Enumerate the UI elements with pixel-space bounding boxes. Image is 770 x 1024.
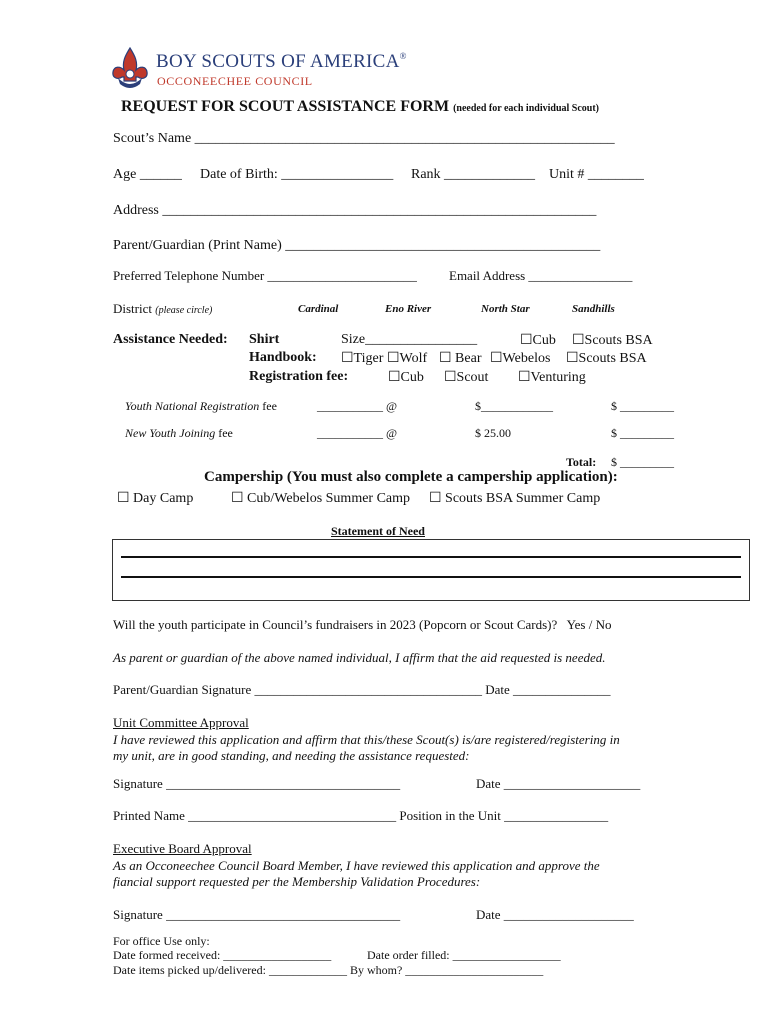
handbook-webelos-checkbox[interactable]: ☐Webelos [490,351,551,366]
fees-total-field[interactable]: $ _________ [611,455,674,469]
phone-field[interactable]: Preferred Telephone Number _______________________ [113,268,417,283]
fee-row-label: Youth National Registration fee [125,399,277,413]
handbook-tiger-checkbox[interactable]: ☐Tiger [341,351,384,366]
assistance-label: Assistance Needed: [113,332,228,347]
fee-row-price[interactable]: $____________ [475,399,553,413]
bsa-logo [110,46,150,96]
exec-signature-field[interactable]: Signature ____________________________________ [113,907,401,922]
district-eno-river[interactable]: Eno River [385,303,432,315]
fees-total-label: Total: [566,455,597,469]
unit-committee-text: I have reviewed this application and affirm that this/these Scout(s) is/are registered/registering in [113,732,620,747]
reg-scout-checkbox[interactable]: ☐Scout [444,370,489,385]
exec-board-heading: Executive Board Approval [113,841,252,856]
cub-summer-camp-checkbox[interactable]: ☐ Cub/Webelos Summer Camp [231,491,411,506]
guardian-name-field[interactable]: Parent/Guardian (Print Name) _____________________________________________ [113,238,601,253]
email-field[interactable]: Email Address ________________ [449,268,633,283]
office-picked-field[interactable]: Date items picked up/delivered: _____________ By whom? _______________________ [113,963,544,977]
shirt-scouts-bsa-checkbox[interactable]: ☐Scouts BSA [572,333,653,348]
office-filled-field[interactable]: Date order filled: __________________ [367,948,561,962]
shirt-cub-checkbox[interactable]: ☐Cub [520,333,556,348]
district-hint: (please circle) [155,305,213,316]
unit-date-field[interactable]: Date _____________________ [476,776,641,791]
form-title: REQUEST FOR SCOUT ASSISTANCE FORM (needed for each individual Scout) [121,98,600,115]
fee-row-qty[interactable]: ___________ @ [317,426,398,440]
fundraiser-yes-no[interactable]: Yes / No [566,617,612,632]
reg-cub-checkbox[interactable]: ☐Cub [388,370,424,385]
reg-fee-label: Registration fee: [249,369,349,384]
handbook-label: Handbook: [249,350,317,365]
fleur-de-lis-icon [110,46,150,96]
district-cardinal[interactable]: Cardinal [298,303,339,315]
exec-board-text: fiancial support requested per the Membership Validation Procedures: [113,874,481,889]
address-field[interactable]: Address ______________________________________________________________ [113,203,597,218]
office-heading: For office Use only: [113,934,210,948]
district-sandhills[interactable]: Sandhills [572,303,615,315]
guardian-signature-field[interactable]: Parent/Guardian Signature ___________________________________ Date _______________ [113,682,611,697]
need-line [121,576,741,578]
need-heading: Statement of Need [331,524,425,538]
statement-of-need-box[interactable] [112,539,750,601]
unit-committee-text: my unit, are in good standing, and needing the assistance requested: [113,748,470,763]
need-line [121,556,741,558]
day-camp-checkbox[interactable]: ☐ Day Camp [117,491,194,506]
exec-board-text: As an Occoneechee Council Board Member, I have reviewed this application and approve the [113,858,600,873]
fee-row-total[interactable]: $ _________ [611,399,674,413]
fee-row-total[interactable]: $ _________ [611,426,674,440]
unit-printed-name-field[interactable]: Printed Name ________________________________ Position in the Unit ________________ [113,808,609,823]
campership-heading: Campership (You must also complete a campership application): [204,469,618,485]
shirt-label: Shirt [249,332,280,347]
handbook-bear-checkbox[interactable]: ☐ Bear [439,351,482,366]
handbook-wolf-checkbox[interactable]: ☐Wolf [387,351,428,366]
org-name: BOY SCOUTS OF AMERICA® [156,51,407,72]
district-north-star[interactable]: North Star [481,303,530,315]
fee-row-label: New Youth Joining fee [125,426,233,440]
rank-field[interactable]: Rank _____________ [411,167,536,182]
exec-date-field[interactable]: Date ____________________ [476,907,634,922]
fundraiser-question: Will the youth participate in Council’s fundraisers in 2023 (Popcorn or Scout Cards)? Yes / No [113,617,612,632]
office-received-field[interactable]: Date formed received: __________________ [113,948,332,962]
bsa-summer-camp-checkbox[interactable]: ☐ Scouts BSA Summer Camp [429,491,601,506]
fee-row-qty[interactable]: ___________ @ [317,399,398,413]
reg-venturing-checkbox[interactable]: ☐Venturing [518,370,586,385]
unit-committee-heading: Unit Committee Approval [113,715,249,730]
unit-field[interactable]: Unit # ________ [549,167,644,182]
handbook-scouts-bsa-checkbox[interactable]: ☐Scouts BSA [566,351,647,366]
council-name: OCCONEECHEE COUNCIL [157,74,313,88]
scout-name-field[interactable]: Scout’s Name ____________________________________________________________ [113,131,615,146]
dob-field[interactable]: Date of Birth: ________________ [200,167,394,182]
unit-signature-field[interactable]: Signature ____________________________________ [113,776,401,791]
fee-row-price: $ 25.00 [475,426,511,440]
age-field[interactable]: Age ______ [113,167,182,182]
shirt-size-field[interactable]: Size________________ [341,332,478,347]
form-title-note: (needed for each individual Scout) [453,103,600,114]
affirm-statement: As parent or guardian of the above named individual, I affirm that the aid requested is needed. [113,650,606,665]
district-label: District (please circle) [113,301,213,316]
